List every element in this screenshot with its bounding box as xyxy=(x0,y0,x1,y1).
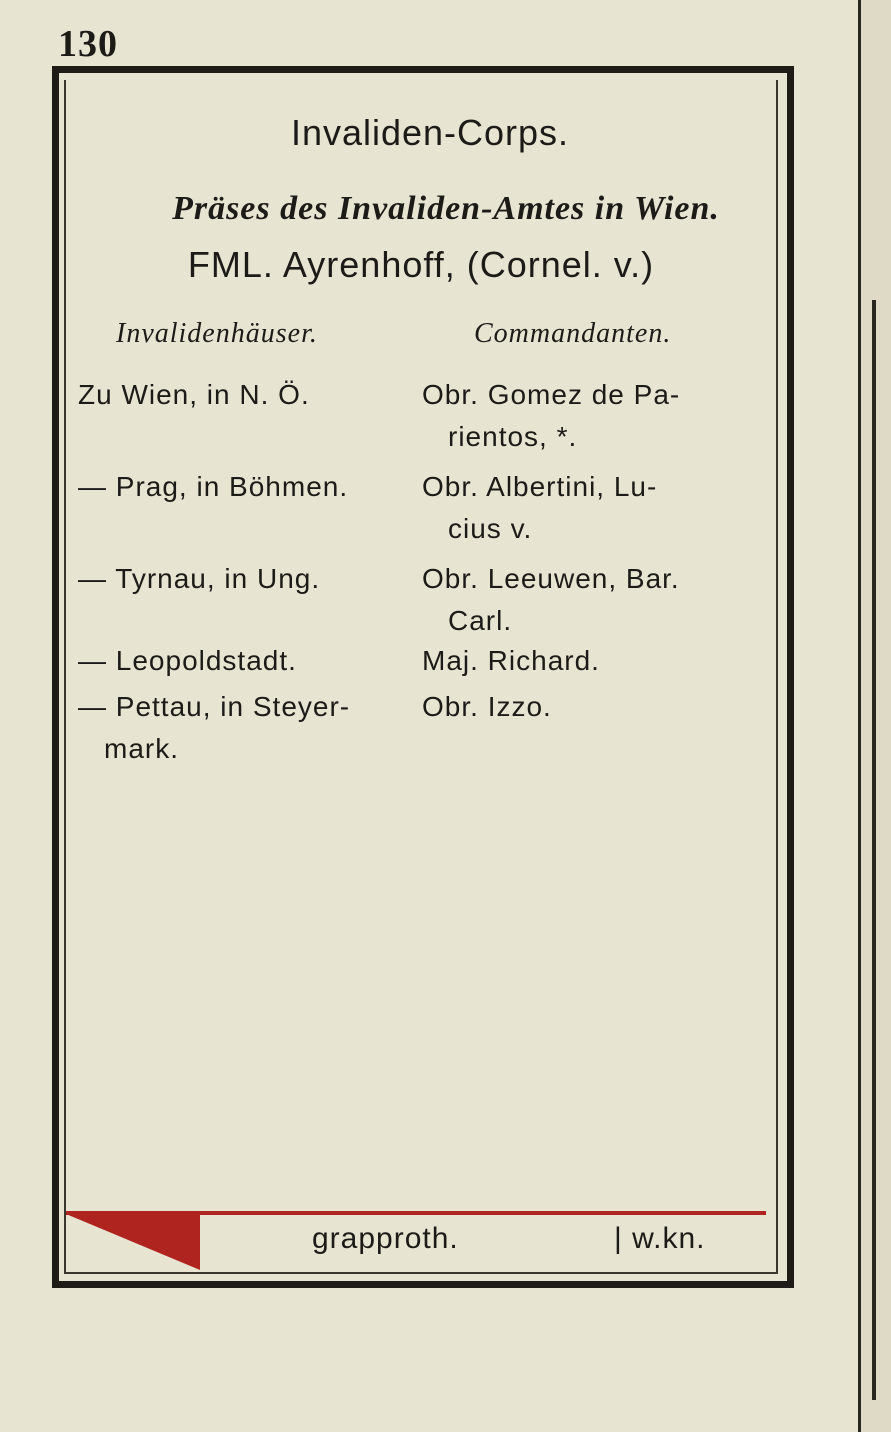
list-item-commandant xyxy=(422,374,768,458)
list-item-place xyxy=(78,686,408,770)
commandant-line: Obr. Gomez de Pa- xyxy=(422,379,681,410)
list-item-commandant xyxy=(422,686,768,728)
commandant-line: Maj. Richard. xyxy=(422,645,600,676)
list-item-place: — Leopoldstadt. xyxy=(78,645,297,676)
subtitle: Präses des Invaliden-Amtes in Wien. xyxy=(172,190,720,227)
page-number: 130 xyxy=(58,23,118,65)
list-item-place: — Tyrnau, in Ung. xyxy=(78,563,321,594)
president-name: FML. Ayrenhoff, (Cornel. v.) xyxy=(187,244,655,285)
page-title: Invaliden-Corps. xyxy=(290,112,570,153)
footer-caption-left: grapproth. xyxy=(312,1222,459,1255)
commandant-line: Obr. Izzo. xyxy=(422,691,552,722)
place-line: — Pettau, in Steyer- xyxy=(78,691,351,722)
list-item-place: — Prag, in Böhmen. xyxy=(78,471,349,502)
list-item-commandant xyxy=(422,466,768,550)
commandant-line: Obr. Leeuwen, Bar. xyxy=(422,563,680,594)
commandant-line: Obr. Albertini, Lu- xyxy=(422,471,658,502)
list-item-commandant xyxy=(422,640,768,682)
commandant-line-cont: Carl. xyxy=(448,605,513,636)
list-item-commandant xyxy=(422,558,768,642)
commandant-line-cont: cius v. xyxy=(448,513,533,544)
red-wedge-mark xyxy=(66,1214,200,1270)
list-item-place: Zu Wien, in N. Ö. xyxy=(78,379,310,410)
place-line-cont: mark. xyxy=(104,733,179,764)
column-header-houses: Invalidenhäuser. xyxy=(116,318,318,349)
next-page-border xyxy=(872,300,876,1400)
footer-caption-right: | w.kn. xyxy=(614,1222,706,1255)
column-header-commanders: Commandanten. xyxy=(474,318,672,349)
commandant-line-cont: rientos, *. xyxy=(448,421,578,452)
footer-rule xyxy=(66,1272,778,1274)
